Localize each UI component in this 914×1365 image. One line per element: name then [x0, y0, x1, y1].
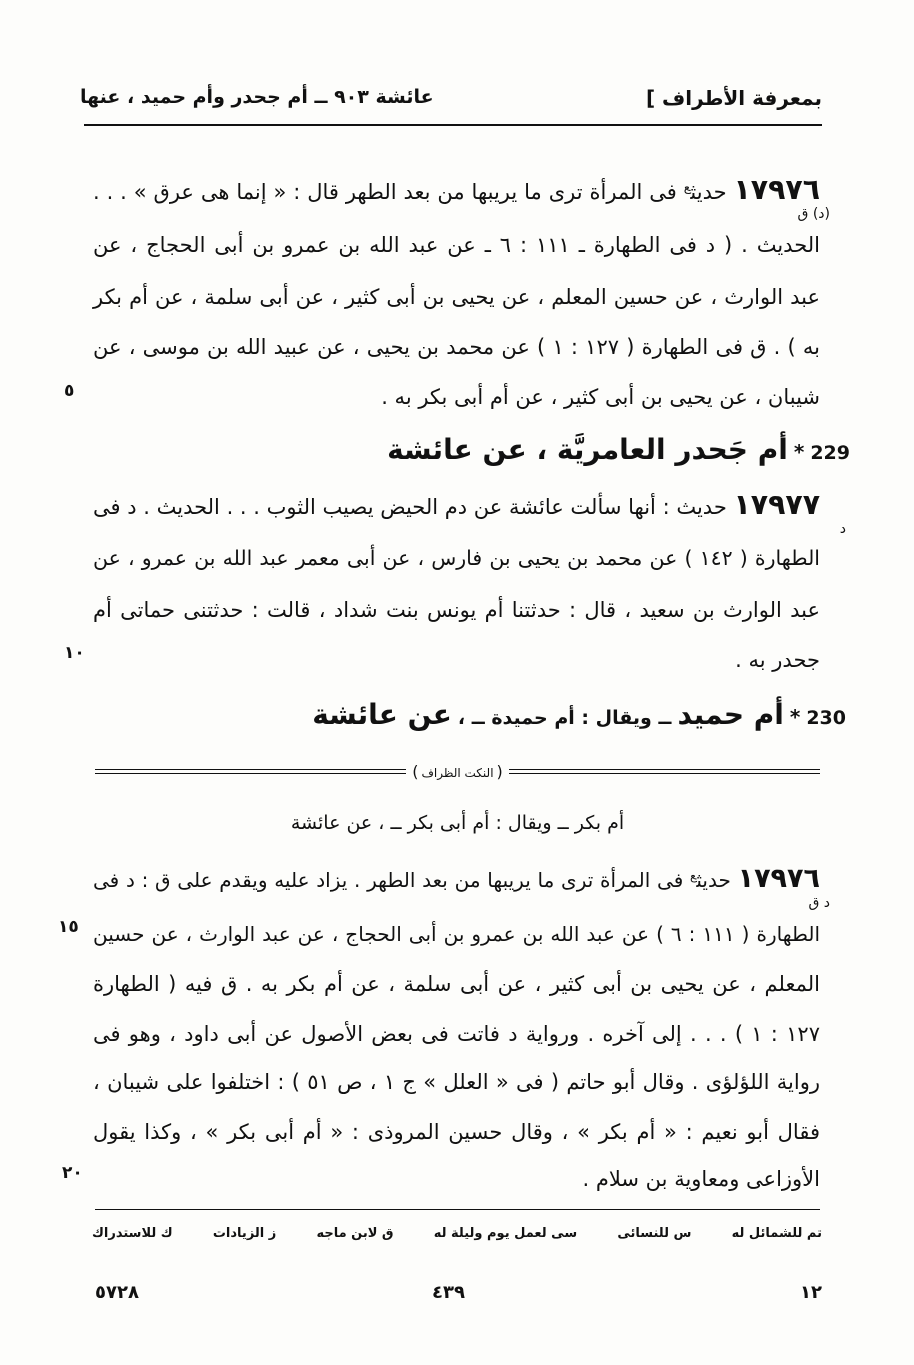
margin-note: د ق [808, 895, 830, 911]
legend-item: ز الزيادات [212, 1226, 277, 1241]
entry-a-line-2: الحديث . ( د فى الطهارة ـ ١١١ : ٦ ـ عن عبد الله بن عمرو بن أبى الحجاج ، عن [93, 233, 820, 257]
running-entry-number: ٥٧٢٨ [95, 1282, 139, 1303]
entry-a-line-3: عبد الوارث ، عن حسين المعلم ، عن يحيى بن أبى كثير ، عن أبى سلمة ، عن أم بكر [93, 285, 820, 309]
heading-title-source: عن عائشة [312, 698, 452, 731]
heading-star: * [793, 440, 805, 464]
entry-a-line-4: به ) . ق فى الطهارة ( ١٢٧ : ١ ) عن محمد بن يحيى ، عن عبيد الله بن موسى ، عن [93, 335, 820, 359]
line-number-20: ٢٠ [62, 1163, 83, 1183]
nukat-line-6: فقال أبو نعيم : « أم بكر » ، وقال حسين المروذى : « أم أبى بكر » ، وكذا يقول [93, 1120, 820, 1144]
legend-item: تم للشمائل له [731, 1226, 822, 1241]
heading-star: * [789, 705, 801, 729]
legend-item: سى لعمل يوم وليلة له [433, 1226, 578, 1241]
margin-note: (د) ق [797, 206, 830, 222]
running-head-title: بمعرفة الأطراف ] [645, 86, 822, 110]
nukat-subheading: أم بكر ــ ويقال : أم أبى بكر ــ ، عن عائشة [290, 812, 625, 834]
heading-title-main: أم حميد [677, 698, 784, 731]
entry-a-line-1 [93, 173, 820, 209]
entry-b-line-1 [93, 488, 820, 524]
divider-label: ( النكت الظراف ) [406, 762, 509, 781]
nukat-line-2: الطهارة ( ١١١ : ٦ ) عن عبد الله بن عمرو بن أبى الحجاج ، عن عبد الوارث ، عن حسين [93, 922, 820, 946]
entry-keyword: حديث [690, 180, 727, 204]
footnote-rule [95, 1209, 820, 1210]
page-number: ٤٣٩ [432, 1282, 465, 1303]
heading-title: أم جَحدر العامريَّة ، عن عائشة [387, 433, 788, 466]
heading-number: 230 [806, 707, 846, 729]
volume-number: ١٢ [800, 1282, 822, 1303]
entry-text: حديث : أنها سألت عائشة عن دم الحيض يصيب الثوب . . . الحديث . د فى [93, 495, 727, 519]
line-number-10: ١٠ [64, 643, 85, 663]
nukat-line-1 [93, 862, 820, 897]
line-number-15: ١٥ [58, 917, 79, 937]
legend-item: س للنسائى [617, 1226, 692, 1241]
entry-number: ١٧٩٧٧ [733, 488, 820, 521]
entry-text: فى المرأة ترى ما يريبها من بعد الطهر . يزاد عليه ويقدم على ق : د فى [93, 868, 684, 892]
nukat-line-5: رواية اللؤلؤى . وقال أبو حاتم ( فى « العلل » ج ١ ، ص ٥١ ) : اختلفوا على شيبان ، [93, 1070, 820, 1094]
entry-sign: ع [690, 868, 697, 883]
entry-number: ١٧٩٧٦ [733, 173, 820, 206]
heading-229 [387, 430, 850, 474]
running-head-rule [84, 124, 822, 126]
running-head-section: عائشة ٩٠٣ ــ أم جحدر وأم حميد ، عنها [80, 86, 434, 108]
legend-item: ك للاستدراك [92, 1226, 173, 1241]
heading-230 [312, 695, 846, 739]
nukat-line-7: الأوزاعى ومعاوية بن سلام . [582, 1167, 820, 1191]
divider-rule-left [95, 769, 406, 774]
entry-keyword: حديث [696, 868, 731, 892]
margin-note: د [839, 521, 846, 537]
legend-item: ق لابن ماجه [316, 1226, 394, 1241]
sigla-legend [92, 1226, 822, 1241]
heading-number: 229 [810, 442, 850, 464]
entry-b-line-4: جحدر به . [735, 648, 820, 672]
entry-b-line-3: عبد الوارث بن سعيد ، قال : حدثتنا أم يونس بنت شداد ، قالت : حدثتنى حماتى أم [93, 598, 820, 622]
heading-title-alias: ــ ويقال : أم حميدة ــ ، [457, 707, 672, 729]
nukat-line-3: المعلم ، عن يحيى بن أبى كثير ، عن أبى سلمة ، عن أم بكر به . ق فيه ( الطهارة [93, 972, 820, 996]
divider-rule-right [509, 769, 820, 774]
entry-a-line-5: شيبان ، عن يحيى بن أبى كثير ، عن أم أبى بكر به . [381, 385, 820, 409]
nukat-line-4: ١٢٧ : ١ ) . . . إلى آخره . ورواية د فاتت فى بعض الأصول عن أبى داود ، وهو فى [93, 1022, 820, 1046]
line-number-5: ٥ [64, 381, 75, 401]
entry-text: فى المرأة ترى ما يريبها من بعد الطهر قال : « إنما هى عرق » . . . [93, 180, 677, 204]
section-divider [95, 761, 820, 781]
entry-number: ١٧٩٧٦ [737, 863, 820, 894]
entry-b-line-2: الطهارة ( ١٤٢ ) عن محمد بن يحيى بن فارس ، عن أبى معمر عبد الله بن عمرو ، عن [93, 546, 821, 570]
entry-sign: ع [683, 179, 691, 194]
